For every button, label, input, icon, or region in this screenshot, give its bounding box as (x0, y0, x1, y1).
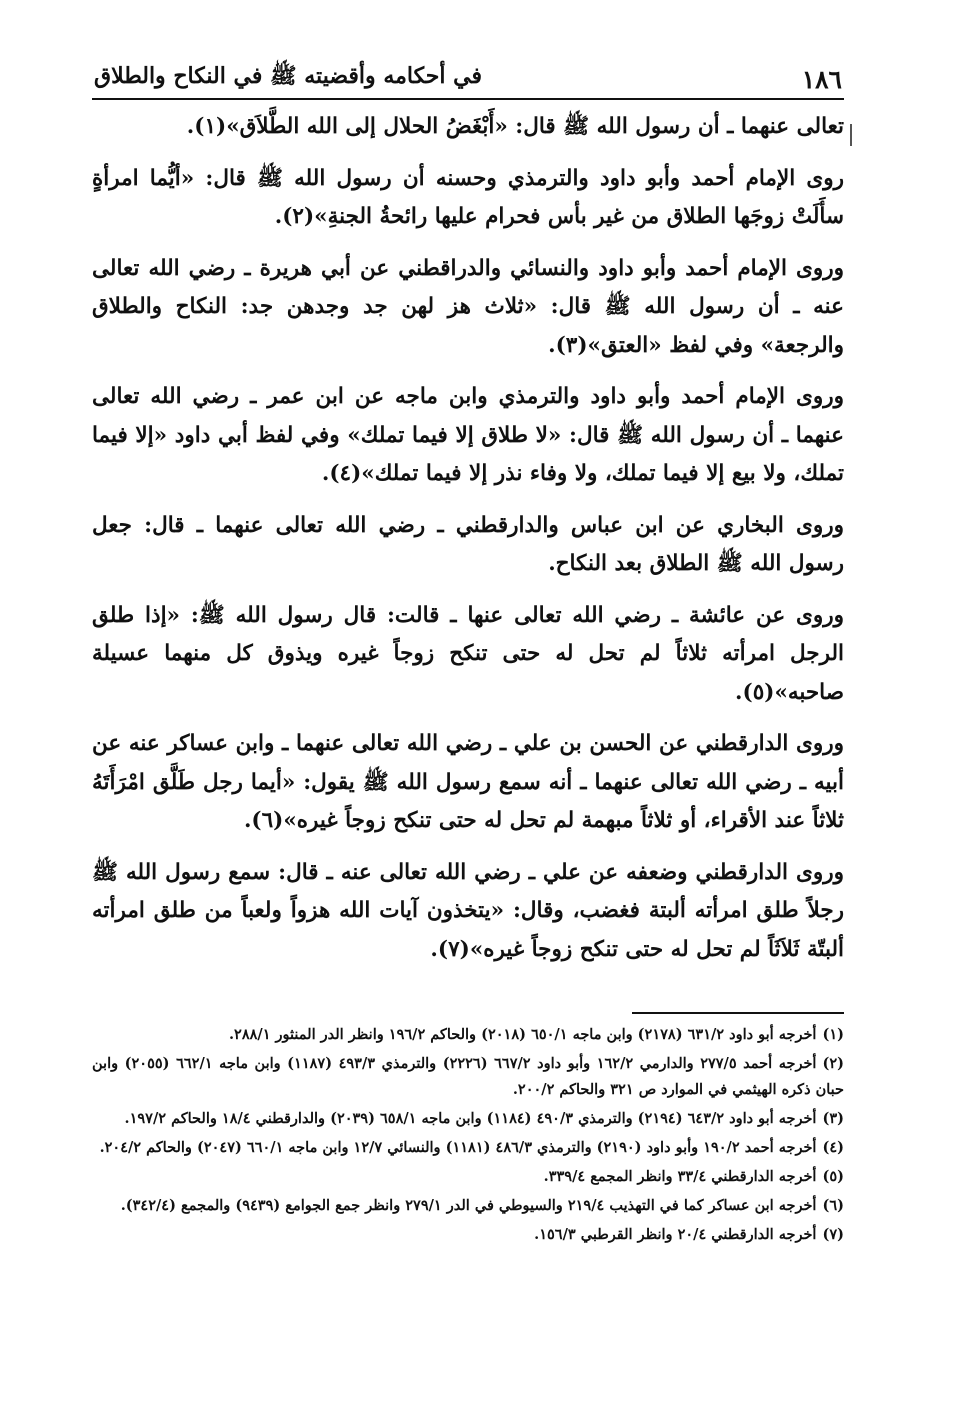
footnote-number: (٦) (822, 1197, 844, 1214)
footnote (92, 1106, 844, 1132)
footnote (92, 1222, 844, 1248)
footnote-number: (١) (822, 1026, 844, 1043)
paragraph: روى الإمام أحمد وأبو داود والترمذي وحسنه أن رسول الله ﷺ قال: «أيُّما امرأةٍ سأَلَتْ زوجَها الطلاق من غير بأس فحرام عليها رائحةُ الجنةِ»(٢). (92, 165, 844, 229)
footnote-separator-wrap (92, 982, 844, 1022)
footnotes (92, 1022, 844, 1248)
footnote (92, 1164, 844, 1190)
paragraph: وروى عن عائشة ـ رضي الله تعالى عنها ـ قالت: قال رسول الله ﷺ: «إذا طلق الرجل امرأته ثلاثاً لم تحل له حتى تنكح زوجاً غيره ويذوق كل منهما عسيلة صاحبه»(٥). (92, 602, 844, 705)
footnote-number: (٧) (822, 1226, 844, 1243)
footnote-text: أخرجه أبو داود ٦٤٣/٢ (٢١٩٤) والترمذي ٤٩٠/٣ (١١٨٤) وابن ماجه ٦٥٨/١ (٢٠٣٩) والدارقطني ١٨/٤ والحاكم ١٩٧/٢. (124, 1110, 817, 1127)
footnote-text: أخرجه أحمد ١٩٠/٢ وأبو داود (٢١٩٠) والترمذي ٤٨٦/٣ (١١٨١) والنسائي ١٢/٧ وابن ماجه ٦٦٠/١ (٢٠٤٧) والحاكم ٢٠٤/٢. (99, 1139, 817, 1156)
footnote-separator (632, 1012, 844, 1014)
footnote (92, 1135, 844, 1161)
paragraph: وروى الإمام أحمد وأبو داود والنسائي والدراقطني عن أبي هريرة ـ رضي الله تعالى عنه ـ أن رسول الله ﷺ قال: «ثلاث هز لهن جد وجدهن جد: النكاح والطلاق والرجعة» وفي لفظ «العتق»(٣). (92, 255, 844, 358)
footnote-text: أخرجه الدارقطني ٢٠/٤ وانظر القرطبي ١٥٦/٣. (534, 1226, 817, 1243)
paragraph: تعالى عنهما ـ أن رسول الله ﷺ قال: «أَبْغَضُ الحلال إلى الله الطَّلاَق»(١). (186, 114, 844, 139)
footnote-number: (٣) (822, 1110, 844, 1127)
paragraph: وروى الإمام أحمد وأبو داود والترمذي وابن ماجه عن ابن عمر ـ رضي الله تعالى عنهما ـ أن رسول الله ﷺ قال: «لا طلاق إلا فيما تملك» وفي لفظ أبي داود «إلا فيما تملك، ولا بيع إلا فيما تملك، ولا وفاء نذر إلا فيما تملك»(٤). (92, 384, 844, 486)
main-text (92, 108, 844, 969)
page (92, 60, 844, 1251)
margin-mark (850, 124, 852, 146)
footnote-number: (٥) (822, 1168, 844, 1185)
footnote-text: أخرجه أبو داود ٦٣١/٢ (٢١٧٨) وابن ماجه ٦٥٠/١ (٢٠١٨) والحاكم ١٩٦/٢ وانظر الدر المنثور ٢٨٨/١. (228, 1026, 817, 1043)
paragraph: وروى البخاري عن ابن عباس والدارقطني ـ رضي الله تعالى عنهما ـ قال: جعل رسول الله ﷺ الطلاق بعد النكاح. (92, 512, 844, 576)
footnote-text: أخرجه أحمد ٢٧٧/٥ والدارمي ١٦٢/٢ وأبو داود ٦٦٧/٢ (٢٢٢٦) والترمذي ٤٩٣/٣ (١١٨٧) وابن ماجه ٦٦٢/١ (٢٠٥٥) وابن حبان ذكره الهيثمي في الموارد ص ٣٢١ والحاكم ٢٠٠/٢. (92, 1055, 844, 1098)
running-title: في أحكامه وأقضيته ﷺ في النكاح والطلاق (94, 63, 482, 89)
footnote (92, 1193, 844, 1219)
paragraph: وروى الدارقطني عن الحسن بن علي ـ رضي الله تعالى عنهما ـ وابن عساكر عنه عن أبيه ـ رضي الله تعالى عنهما ـ أنه سمع رسول الله ﷺ يقول: «أيما رجل طَلَّق امْرَأَتَهُ ثلاثاً عند الأقراء، أو ثلاثاً مبهمة لم تحل له حتى تنكح زوجاً غيره»(٦). (92, 731, 844, 833)
footnote-number: (٤) (822, 1139, 844, 1156)
footnote (92, 1022, 844, 1048)
footnote-number: (٢) (822, 1055, 844, 1072)
paragraph: وروى الدارقطني وضعفه عن علي ـ رضي الله تعالى عنه ـ قال: سمع رسول الله ﷺ رجلاً طلق امرأته ألبتة فغضب، وقال: «يتخذون آيات الله هزواً ولعباً من طلق امرأته ألبتّة ثَلاَثَاً لم تحل له حتى تنكح زوجاً غيره»(٧). (92, 859, 844, 962)
footnote-text: أخرجه الدارقطني ٣٣/٤ وانظر المجمع ٣٣٩/٤. (543, 1168, 817, 1185)
footnote-text: أخرجه ابن عساكر كما في التهذيب ٢١٩/٤ والسيوطي في الدر ٢٧٩/١ وانظر جمع الجوامع (٩٤٣٩) والمجمع (٣٤٢/٤). (120, 1197, 817, 1214)
footnote (92, 1051, 844, 1103)
page-header (92, 60, 844, 100)
page-number: ١٨٦ (801, 65, 842, 94)
